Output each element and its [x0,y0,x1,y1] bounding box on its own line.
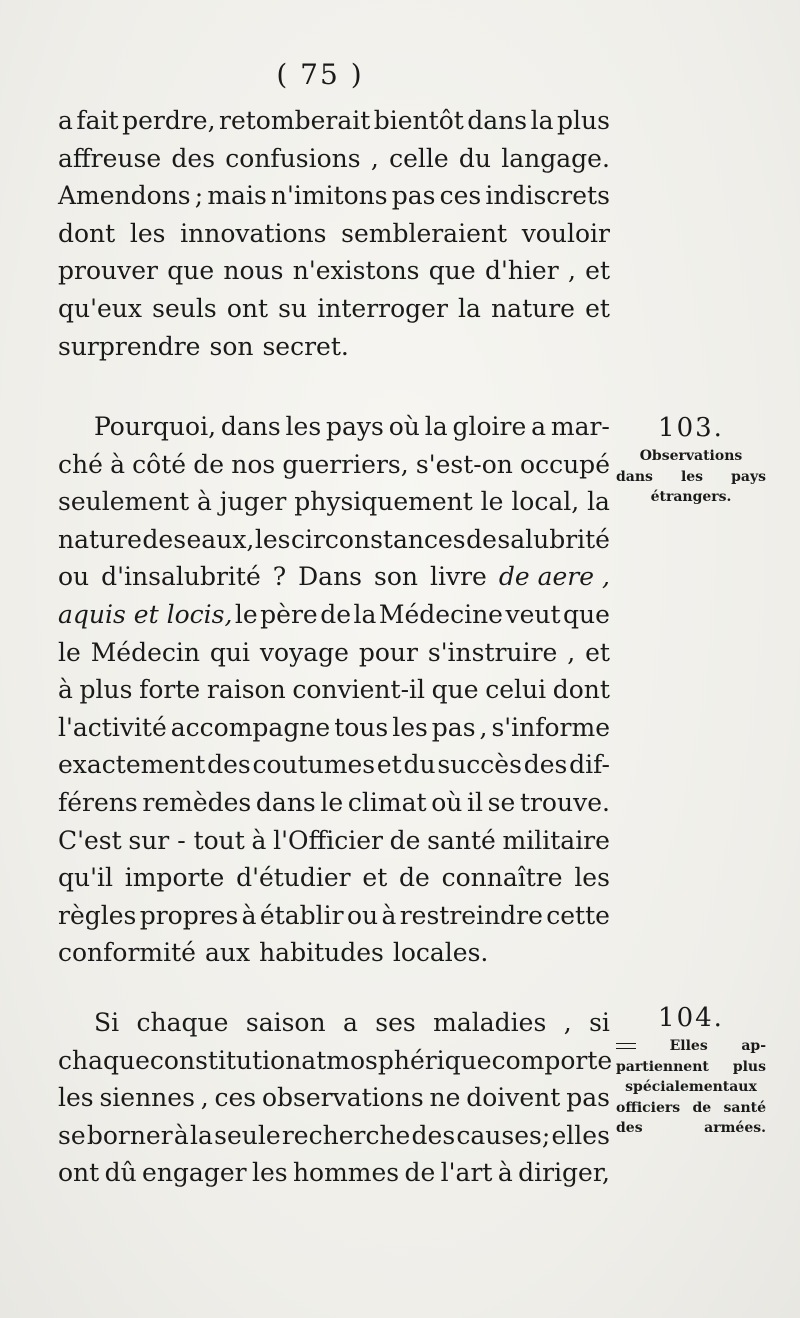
text-line [58,671,610,709]
word: accompagne [170,712,331,742]
word: saison [245,1008,326,1037]
word: surprendre [58,331,201,361]
word: , [567,256,576,286]
word: comporte [491,1045,613,1075]
word: cette [546,900,610,930]
word: de [320,599,351,629]
word: voyage [259,637,349,667]
word: si [589,1008,610,1037]
word: , [370,143,379,173]
word: d'insalubrité [101,562,261,592]
text-line [58,897,610,935]
word: innovations [180,218,327,248]
word: pays [326,412,384,441]
section-number: 104. [658,1003,724,1033]
word: bientôt [373,106,464,135]
word: Médecin [90,637,200,667]
word: ou [346,900,379,930]
word: pas [566,1083,610,1113]
word: nature [491,293,575,323]
word: ? [272,562,287,592]
word: le [58,637,81,667]
word: férens [58,787,138,817]
word: secret. [262,331,349,361]
note-line [616,1057,766,1078]
double-dash-mark [616,1043,636,1049]
word: et [585,293,610,323]
word: guerriers, [282,449,409,479]
text-line [58,408,610,446]
word: , [563,1008,572,1037]
word: aquis et locis, [58,599,233,629]
word: les [392,712,428,742]
word: à [497,1158,513,1188]
text-line [58,177,610,215]
word: climat [347,787,427,817]
word: eaux, [186,524,255,554]
text-line [58,1117,610,1155]
word: l'art [440,1158,493,1188]
word: occupé [520,449,610,479]
word: celle [389,143,449,173]
word: affreuse [58,143,162,173]
word: d'étudier [236,863,351,893]
word: ont [58,1158,100,1188]
text-line [58,634,610,672]
text-line [58,1079,610,1117]
text-line [58,1154,610,1192]
word: salubrité [497,524,610,554]
word: indiscrets [485,181,610,211]
word: il [467,787,483,817]
word: règles [58,900,137,930]
word: nous [223,256,284,286]
word: et [362,863,388,893]
word: succès [437,750,522,780]
text-line [58,328,610,366]
word: sur - tout [128,825,245,855]
word: seuls [152,293,217,323]
word: observations [261,1083,424,1113]
note-word: Observations [639,448,743,464]
note-word: ap- [741,1038,766,1054]
word: père [260,599,318,629]
word: le [480,487,504,517]
word: son [209,331,254,361]
word: s'informe [491,712,610,742]
word: l'Officier [273,825,383,855]
word: C'est [58,825,122,855]
word: où [388,412,420,441]
word: nos [231,449,276,479]
word: Pourquoi, [94,412,217,441]
word: le [234,599,258,629]
word: le [320,787,344,817]
word: coutumes [252,750,376,780]
word: des [171,143,216,173]
note-word: les [680,468,704,485]
note-word: pays [731,468,766,485]
word: Dans [298,562,363,592]
note-word: partiennent [616,1058,709,1075]
word: habitudes [259,938,384,968]
word: qu'eux [58,293,142,323]
word: ces [214,1083,257,1113]
word: , [479,712,488,742]
word: ché [58,449,103,479]
note-word: des [616,1120,643,1136]
word: à [381,900,397,930]
note-line [616,487,766,508]
word: a [342,1008,358,1037]
word: constitution [149,1045,302,1075]
word: dont [58,218,116,248]
text-line [58,1042,613,1080]
word: forte [139,675,201,705]
word: les [574,863,610,893]
word: la [353,599,377,629]
word: la [458,293,481,323]
word: dans [220,412,281,441]
word: côté [132,449,187,479]
text-line [58,746,610,784]
word: Si [94,1008,120,1037]
note-word: dans [616,468,653,485]
text-line [58,215,610,253]
note-word: officiers [616,1099,681,1116]
word: maladies [433,1008,547,1037]
note-word: spécialementaux [625,1079,757,1095]
word: hommes [292,1158,400,1188]
word: des [411,1120,456,1150]
word: s'est-on [415,449,513,479]
text-line [58,483,610,521]
word: militaire [502,825,610,855]
word: à [251,825,267,855]
margin-note [616,1002,766,1139]
margin-note [616,412,766,508]
word: la [587,487,610,517]
word: siennes [99,1083,195,1113]
word: ; [194,181,204,211]
word: livre [429,562,487,592]
word: ont [226,293,269,323]
paragraph [58,102,610,365]
word: diriger, [518,1158,610,1188]
word: raison [206,675,286,705]
word: et [376,750,402,780]
word: les [129,218,166,248]
word: à [173,1120,189,1150]
word: de [399,863,430,893]
word: prouver [58,256,158,286]
word: de aere , [498,562,610,592]
note-line [616,446,766,467]
word: dû [104,1158,137,1188]
word: pas [391,181,436,211]
word: Médecine [378,599,503,629]
word: du [458,143,492,173]
word: nature [58,524,142,554]
word: qu'il [58,863,113,893]
word: Amendons [58,181,191,211]
word: la [424,412,448,441]
word: a [58,106,73,135]
word: dans [467,106,528,135]
word: à [58,675,73,705]
word: veut [505,599,561,629]
word: causes; [456,1120,551,1150]
word: de [193,449,225,479]
word: seule [214,1120,281,1150]
word: d'hier [484,256,559,286]
word: de [389,825,421,855]
text-line [58,521,610,559]
note-line [616,1098,766,1119]
word: où [431,787,463,817]
word: n'existons [292,256,420,286]
word: exactement [58,750,206,780]
word: qui [209,637,251,667]
word: que [167,256,215,286]
word: gloire [452,412,527,441]
word: les [251,1158,288,1188]
word: remèdes [142,787,252,817]
page-number: ( 75 ) [276,58,364,91]
section-number: 103. [658,413,724,443]
word: des [207,750,251,780]
text-line [58,446,610,484]
word: importe [124,863,225,893]
word: restreindre [399,900,543,930]
word: ou [58,562,90,592]
word: locales. [392,938,489,968]
note-word: armées. [704,1120,766,1136]
word: seulement [58,487,190,517]
word: fait [76,106,119,135]
word: connaître [441,863,563,893]
word: tous [334,712,389,742]
word: celui [485,675,547,705]
note-word: plus [732,1058,766,1075]
word: langage. [501,143,610,173]
word: propres [139,900,239,930]
word: retomberait [219,106,371,135]
word: a [531,412,547,441]
note-word: de [692,1099,712,1116]
word: confusions [225,143,361,173]
word: de [466,524,497,554]
word: borner [86,1120,173,1150]
text-line [58,252,610,290]
word: mais [207,181,267,211]
paragraph [58,408,610,972]
note-line [616,1118,766,1139]
word: à [197,487,212,517]
word: trouve. [519,787,610,817]
word: la [530,106,554,135]
word: n'imitons [270,181,388,211]
text-line [58,709,610,747]
word: recherche [281,1120,411,1150]
word: l'activité [58,712,167,742]
word: ne [429,1083,461,1113]
word: plus [557,106,610,135]
word: à [110,449,125,479]
word: , [567,637,576,667]
word: mar- [550,412,610,441]
text-line [58,558,610,596]
word: vouloir [521,218,610,248]
note-word: étrangers. [650,489,732,505]
word: se [487,787,516,817]
word: santé [427,825,496,855]
word: conformité [58,938,196,968]
word: sembleraient [341,218,508,248]
word: établir [259,900,344,930]
word: de [404,1158,436,1188]
text-line [58,859,610,897]
word: perdre, [122,106,216,135]
text-line [58,822,610,860]
text-line [58,290,610,328]
word: que [431,675,479,705]
word: ses [375,1008,416,1037]
text-line [58,596,610,634]
word: du [403,750,436,780]
word: ces [439,181,482,211]
note-line [616,1036,766,1057]
word: pour [358,637,418,667]
word: et [585,256,610,286]
word: engager [142,1158,247,1188]
note-line [616,1077,766,1098]
word: la [190,1120,213,1150]
note-word: Elles [669,1038,708,1054]
word: et [585,637,610,667]
word: des [142,524,187,554]
word: les [285,412,322,441]
word: juger [219,487,287,517]
note-line [616,467,766,488]
text-line [58,140,610,178]
word: dif- [569,750,610,780]
text-line [58,102,610,140]
word: chaque [136,1008,229,1037]
paragraph [58,1004,613,1192]
text-line [58,1004,610,1042]
word: des [523,750,568,780]
word: se [58,1120,86,1150]
word: à [241,900,257,930]
word: s'instruire [427,637,558,667]
word: son [374,562,418,592]
note-word: santé [723,1099,766,1116]
word: les [254,524,291,554]
word: dans [255,787,316,817]
word: , [200,1083,209,1113]
word: circonstances [290,524,466,554]
word: interroger [317,293,448,323]
word: su [278,293,308,323]
word: local, [511,487,580,517]
word: que [563,599,610,629]
word: doivent [466,1083,561,1113]
word: dont [552,675,610,705]
word: aux [204,938,251,968]
word: que [428,256,476,286]
word: pas [431,712,476,742]
word: elles [551,1120,610,1150]
text-line [58,934,610,972]
word: chaque [58,1045,150,1075]
text-line [58,784,610,822]
word: atmosphérique [301,1045,492,1075]
word: les [58,1083,94,1113]
word: plus [79,675,133,705]
word: physiquement [294,487,473,517]
word: convient-il [292,675,426,705]
